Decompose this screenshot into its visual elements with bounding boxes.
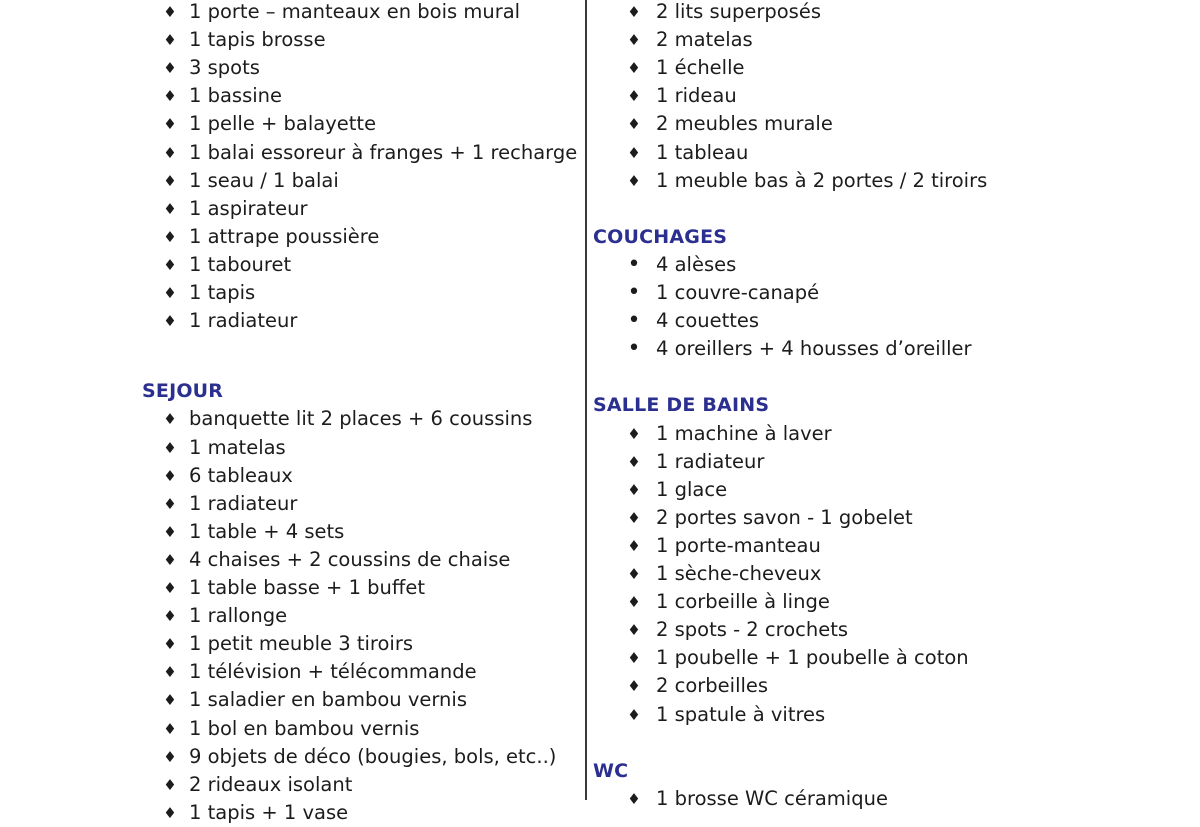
diamond-bullet-icon: ♦: [627, 143, 641, 162]
list-item-text: 2 matelas: [656, 28, 753, 52]
list-item-text: 1 tapis brosse: [189, 28, 326, 52]
list-item-text: 1 rideau: [656, 84, 737, 108]
list-item-text: 1 couvre-canapé: [656, 281, 820, 304]
list-item-text: 1 balai essoreur à franges + 1 recharge: [189, 140, 578, 164]
list-item-text: 1 matelas: [189, 435, 286, 459]
diamond-bullet-icon: ♦: [627, 171, 641, 190]
list-item-text: 2 rideaux isolant: [189, 772, 353, 796]
list-item-text: 1 pelle + balayette: [189, 112, 377, 136]
list-item-text: 1 télévision + télécommande: [189, 660, 477, 684]
diamond-bullet-icon: ♦: [627, 87, 641, 106]
list-item-text: 1 radiateur: [189, 309, 298, 333]
diamond-bullet-icon: ♦: [163, 550, 177, 569]
diamond-bullet-icon: ♦: [163, 31, 177, 50]
diamond-bullet-icon: ♦: [163, 803, 177, 822]
diamond-bullet-icon: ♦: [163, 579, 177, 598]
diamond-bullet-icon: ♦: [163, 171, 177, 190]
list-item-text: 3 spots: [189, 56, 260, 80]
list-item-text: 1 saladier en bambou vernis: [189, 688, 467, 712]
diamond-bullet-icon: ♦: [627, 536, 641, 555]
diamond-bullet-icon: ♦: [163, 199, 177, 218]
list-item-text: 1 porte – manteaux en bois mural: [189, 0, 521, 23]
diamond-bullet-icon: ♦: [627, 508, 641, 527]
round-bullet-icon: •: [627, 308, 641, 334]
list-item-text: 1 radiateur: [189, 491, 298, 515]
diamond-bullet-icon: ♦: [163, 227, 177, 246]
diamond-bullet-icon: ♦: [163, 691, 177, 710]
list-item-text: 1 petit meuble 3 tiroirs: [189, 632, 414, 656]
diamond-bullet-icon: ♦: [163, 59, 177, 78]
diamond-bullet-icon: ♦: [627, 789, 641, 808]
section-heading-wc: WC: [593, 759, 629, 782]
diamond-bullet-icon: ♦: [163, 747, 177, 766]
list-item-text: 1 poubelle + 1 poubelle à coton: [656, 646, 969, 670]
list-item-text: 1 échelle: [656, 56, 745, 80]
list-item-text: 1 tableau: [656, 140, 749, 164]
diamond-bullet-icon: ♦: [627, 59, 641, 78]
diamond-bullet-icon: ♦: [163, 522, 177, 541]
list-item-text: 1 spatule à vitres: [656, 702, 826, 726]
column-divider: [585, 0, 587, 800]
list-item-text: 1 bol en bambou vernis: [189, 716, 420, 740]
list-item-text: 1 rallonge: [189, 604, 288, 628]
diamond-bullet-icon: ♦: [163, 410, 177, 429]
diamond-bullet-icon: ♦: [163, 284, 177, 302]
list-item-text: 1 tabouret: [189, 252, 292, 276]
list-item-text: 1 bassine: [189, 84, 283, 108]
diamond-bullet-icon: ♦: [163, 143, 177, 162]
list-item-text: 1 radiateur: [656, 449, 765, 473]
diamond-bullet-icon: ♦: [627, 565, 641, 583]
list-item-text: 1 attrape poussière: [189, 224, 380, 248]
list-item-text: 4 chaises + 2 coussins de chaise: [189, 547, 511, 571]
diamond-bullet-icon: ♦: [627, 480, 641, 499]
diamond-bullet-icon: ♦: [627, 677, 641, 696]
diamond-bullet-icon: ♦: [627, 115, 641, 134]
round-bullet-icon: •: [627, 336, 641, 362]
list-item-text: 1 tapis: [189, 281, 256, 304]
diamond-bullet-icon: ♦: [163, 494, 177, 513]
diamond-bullet-icon: ♦: [627, 593, 641, 612]
list-item-text: 4 couettes: [656, 309, 760, 333]
diamond-bullet-icon: ♦: [163, 663, 177, 682]
list-item-text: 4 oreillers + 4 housses d’oreiller: [656, 337, 972, 361]
list-item-text: 1 seau / 1 balai: [189, 168, 339, 192]
list-item-text: 1 table + 4 sets: [189, 519, 345, 543]
diamond-bullet-icon: ♦: [163, 607, 177, 626]
list-item-text: 2 spots - 2 crochets: [656, 618, 849, 642]
diamond-bullet-icon: ♦: [163, 115, 177, 134]
diamond-bullet-icon: ♦: [627, 3, 641, 21]
diamond-bullet-icon: ♦: [163, 635, 177, 654]
diamond-bullet-icon: ♦: [627, 705, 641, 724]
section-heading-salle-de-bains: SALLE DE BAINS: [593, 394, 770, 417]
diamond-bullet-icon: ♦: [163, 255, 177, 274]
list-item-text: 9 objets de déco (bougies, bols, etc..): [189, 744, 557, 768]
section-heading-sejour: SEJOUR: [142, 380, 224, 403]
list-item-text: 1 porte-manteau: [656, 533, 821, 557]
diamond-bullet-icon: ♦: [163, 775, 177, 794]
list-item-text: 1 glace: [656, 477, 728, 501]
list-item-text: 1 tapis + 1 vase: [189, 800, 349, 824]
diamond-bullet-icon: ♦: [163, 87, 177, 106]
list-item-text: 4 alèses: [656, 252, 737, 276]
diamond-bullet-icon: ♦: [627, 452, 641, 471]
list-item-text: 1 corbeille à linge: [656, 590, 830, 614]
diamond-bullet-icon: ♦: [627, 424, 641, 443]
list-item-text: 2 portes savon - 1 gobelet: [656, 505, 913, 529]
list-item-text: 1 table basse + 1 buffet: [189, 576, 425, 600]
list-item-text: 2 lits superposés: [656, 0, 821, 23]
list-item-text: banquette lit 2 places + 6 coussins: [189, 407, 533, 431]
diamond-bullet-icon: ♦: [627, 621, 641, 640]
round-bullet-icon: •: [627, 251, 641, 277]
diamond-bullet-icon: ♦: [163, 438, 177, 457]
diamond-bullet-icon: ♦: [163, 466, 177, 485]
list-item-text: 1 aspirateur: [189, 196, 308, 220]
list-item-text: 1 sèche-cheveux: [656, 562, 822, 585]
diamond-bullet-icon: ♦: [627, 31, 641, 50]
diamond-bullet-icon: ♦: [163, 312, 177, 331]
round-bullet-icon: •: [627, 280, 641, 305]
list-item-text: 1 brosse WC céramique: [656, 786, 888, 810]
list-item-text: 2 meubles murale: [656, 112, 833, 136]
diamond-bullet-icon: ♦: [163, 719, 177, 738]
diamond-bullet-icon: ♦: [627, 649, 641, 668]
list-item-text: 6 tableaux: [189, 463, 293, 487]
list-item-text: 1 machine à laver: [656, 421, 832, 445]
list-item-text: 1 meuble bas à 2 portes / 2 tiroirs: [656, 168, 988, 192]
diamond-bullet-icon: ♦: [163, 3, 177, 21]
list-item-text: 2 corbeilles: [656, 674, 769, 698]
section-heading-couchages: COUCHAGES: [593, 225, 728, 248]
